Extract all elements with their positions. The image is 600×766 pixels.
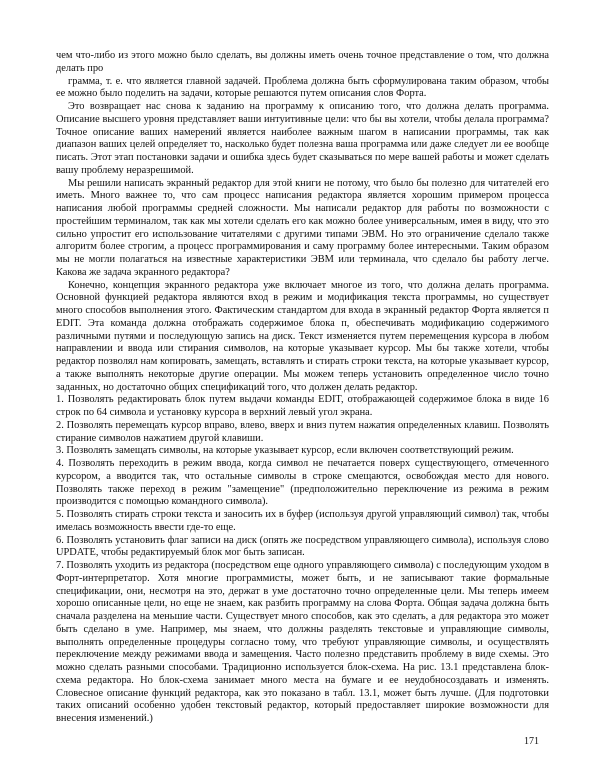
list-item: 2. Позволять перемещать курсор вправо, влево, вверх и вниз путем нажатия определенных клавиш. Позволять стирание символов нажатием другой клавиши. bbox=[56, 419, 549, 444]
paragraph: Это возвращает нас снова к заданию на программу к описанию того, что должна делать программа. Описание высшего уровня представляет ваши интуитивные цели: что бы вы хотели, чтобы делала программа? Точное описание ваших намерений является наиболее важным шагом в написании программы, так как диапазон ваших целей определяет то, насколько будет полезна ваша программа или даже следует ли ее вообще писать. Этот этап постановки задачи и ошибка здесь будет сказываться по мере вашей работы и может сделать вашу проблему неразрешимой. bbox=[56, 101, 549, 176]
page-number: 171 bbox=[524, 736, 539, 747]
paragraph: грамма, т. е. что является главной задачей. Проблема должна быть сформулирована таким образом, чтобы ее можно было поделить на задачи, которые решаются путем описания слов Форта. bbox=[56, 75, 549, 100]
list-item: 1. Позволять редактировать блок путем выдачи команды EDIT, отображающей содержимое блока в виде 16 строк по 64 символа и установку курсора в верхний левый угол экрана. bbox=[56, 394, 549, 418]
list-item: 4. Позволять переходить в режим ввода, когда символ не печатается поверх существующего, отмеченного курсором, а вводится так, что остальные символы в строке смещаются, освобождая место для нового. Позволять также переход в режим "замещение" (предположительно переключение из режима в режим производится с помощью командного символа). bbox=[56, 458, 549, 508]
list-item: 7. Позволять уходить из редактора (посредством еще одного управляющего символа) с последующим уходом в Форт-интерпретатор. Хотя многие программисты, может быть, и не записывают такие формальные спецификации, они, несмотря на это, держат в уме достаточно точно определенные цели. Мы теперь имеем хорошо описанные цели, но еще не знаем, как разбить программу на слова Форта. Общая задача должна быть сначала разделена на меньшие части. Существует много способов, как это сделать, а для редактора это может быть сделано в уме. Например, мы знаем, что должны разделять текстовые и управляющие символы, выполнять определенные процедуры согласно тому, что требуют управляющие символы, и осуществлять переключение между режимами ввода и замещения. Часто полезно представить проблему в виде схемы. Это можно сделать разными способами. Традиционно используется блок-схема. На рис. 13.1 представлена блок-схема редактора. Но блок-схема занимает много места на бумаге и ее неудобносоздавать и изменять. Словесное описание функций редактора, как это показано в табл. 13.1, может быть лучше. (Для подготовки таких описаний особенно удобен текстовый редактор, который предоставляет широкие возможности для внесения изменений.) bbox=[56, 560, 549, 724]
paragraph: чем что-либо из этого можно было сделать, вы должны иметь очень точное представление о том, что должна делать про bbox=[56, 50, 549, 74]
list-item: 3. Позволять замещать символы, на которые указывает курсор, если включен соответствующий режим. bbox=[56, 445, 514, 457]
page-body bbox=[56, 50, 549, 726]
paragraph: Конечно, концепция экранного редактора уже включает многое из того, что должна делать программа. Основной функцией редактора являются вход в режим и модификация текста программы, но существует много способов выполнения этого. Фактическим стандартом для входа в экранный редактор Форта является п EDIT. Эта команда должна отображать содержимое блока п, обеспечивать модификацию содержимого различными путями и последующую запись на диск. Текст изменяется путем перемещения курсора в любом направлении и ввода или стирания символов, на которые указывает курсор. Мы бы также хотели, чтобы редактор позволял нам копировать, замещать, вставлять и стирать строки текста, на которые указывает курсор, а также выполнять некоторые другие операции. Мы можем теперь установить определенное число точно заданных, но достаточно общих спецификаций того, что должен делать редактор. bbox=[56, 279, 549, 393]
list-item: 6. Позволять установить флаг записи на диск (опять же посредством управляющего символа), используя слово UPDATE, чтобы редактируемый блок мог быть записан. bbox=[56, 534, 549, 559]
list-item: 5. Позволять стирать строки текста и заносить их в буфер (используя другой управляющий символ) так, чтобы имелась возможность ввести где-то еще. bbox=[56, 509, 549, 533]
paragraph: Мы решили написать экранный редактор для этой книги не потому, что было бы полезно для читателей его иметь. Много важнее то, что сам процесс написания редактора является хорошим примером процесса написания любой программы средней сложности. Мы написали редактор для работы по возможности с простейшим терминалом, так как мы хотели сделать его как можно более универсальным, имея в виду, что это сильно упростит его использование читателями с другими типами ЭВМ. Но это ограничение сделало также алгоритм более строгим, а процесс программирования и саму программу более интересными. Таким образом мы не могли полагаться на известные характеристики ЭВМ или терминала, что сделало бы работу легче. Какова же задача экранного редактора? bbox=[56, 177, 549, 278]
